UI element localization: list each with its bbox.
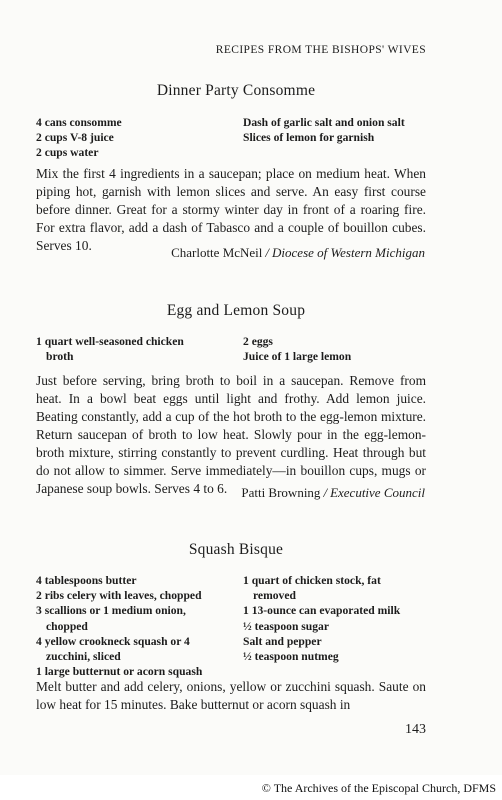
copyright-notice <box>0 775 502 800</box>
directions-egg-lemon: Just before serving, bring broth to boil in a saucepan. Remove from heat. In a bowl beat eggs until light and frothy. Add lemon juice. Beating constantly, add a cup of the hot broth to the egg-lemon mixture. Return saucepan of broth to low heat. Slowly pour in the egg-lemon-broth mixture, stirring constantly to prevent curdling. Heat through but do not allow to simmer. Serve immediately—in bouillon cups, mugs or Japanese soup bowls. Serves 4 to 6. <box>36 373 427 496</box>
ingredient: 2 eggs <box>243 335 273 348</box>
ingredient: 2 cups V-8 juice <box>36 131 114 145</box>
ingredient: ½ teaspoon nutmeg <box>243 650 339 664</box>
ingredient: broth <box>46 350 74 364</box>
ingredient: 2 cups water <box>36 146 99 160</box>
ingredient: Dash of garlic salt and onion salt <box>243 116 405 129</box>
ingredient: ½ teaspoon sugar <box>243 619 329 633</box>
ingredients-left-consomme <box>36 115 122 161</box>
recipe-title-squash-bisque: Squash Bisque <box>188 541 284 558</box>
copyright-text: © The Archives of the Episcopal Church, DFMS <box>261 781 496 795</box>
running-head: RECIPES FROM THE BISHOPS' WIVES <box>215 44 426 56</box>
ingredients-left-egg-lemon <box>36 334 184 364</box>
ingredients-left-squash <box>36 573 202 679</box>
ingredient: 3 scallions or 1 medium onion, <box>36 604 186 618</box>
organization-name: Diocese of Western Michigan <box>272 245 425 260</box>
ingredient: chopped <box>46 619 88 633</box>
directions-squash: Melt butter and add celery, onions, yellow or zucchini squash. Saute on low heat for 15 minutes. Bake butternut or acorn squash in <box>36 679 426 712</box>
page-number: 143 <box>405 722 426 737</box>
ingredient: 1 quart well-seasoned chicken <box>36 335 184 348</box>
ingredient: 4 yellow crookneck squash or 4 <box>36 634 190 648</box>
ingredient: 4 cans consomme <box>36 116 122 129</box>
ingredients-right-squash <box>243 573 400 664</box>
directions-consomme: Mix the first 4 ingredients in a saucepan; place on medium heat. When piping hot, garnish with lemon slices and serve. An easy first course before dinner. Great for a stormy winter day in front of a roaring fire. For extra flavor, add a dash of Tabasco and a couple of bouillon cubes. Serves 10. <box>36 166 427 253</box>
ingredients-right-consomme <box>243 115 405 145</box>
ingredient: zucchini, sliced <box>46 650 121 664</box>
ingredient: 1 quart of chicken stock, fat <box>243 574 381 587</box>
ingredient: 4 tablespoons butter <box>36 574 137 587</box>
recipe-title-consomme: Dinner Party Consomme <box>156 82 316 99</box>
ingredient: Slices of lemon for garnish <box>243 131 375 145</box>
ingredient: 2 ribs celery with leaves, chopped <box>36 589 202 603</box>
recipe-title-egg-lemon-soup: Egg and Lemon Soup <box>166 302 306 319</box>
author-name: Charlotte McNeil <box>171 245 263 260</box>
ingredient: 1 large butternut or acorn squash <box>36 665 203 679</box>
ingredient: removed <box>253 589 296 603</box>
attribution-consomme: Charlotte McNeil / Diocese of Western Michigan <box>171 245 425 260</box>
ingredient: Juice of 1 large lemon <box>243 350 352 364</box>
author-name: Patti Browning <box>241 485 321 500</box>
ingredients-right-egg-lemon <box>243 334 351 364</box>
organization-name: Executive Council <box>330 485 425 500</box>
ingredient: Salt and pepper <box>243 634 322 648</box>
ingredient: 1 13-ounce can evaporated milk <box>243 604 401 618</box>
attribution-egg-lemon: Patti Browning / Executive Council <box>241 485 425 500</box>
